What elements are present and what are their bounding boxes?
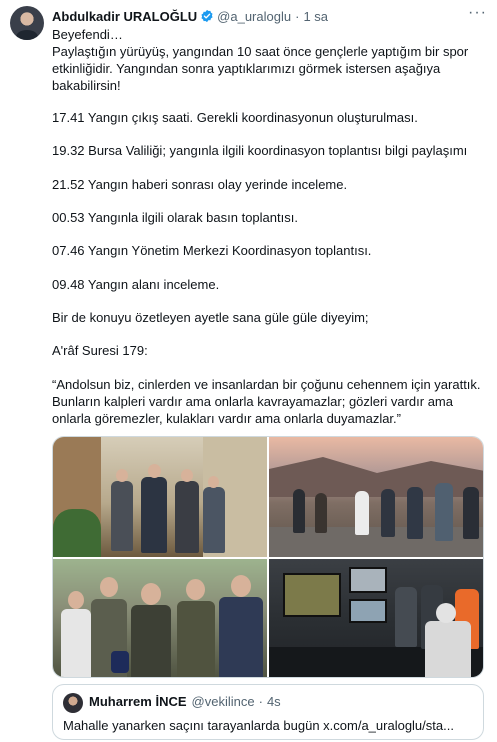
- quoted-tweet-header: [89, 694, 281, 709]
- photo-coordination-center[interactable]: [269, 559, 484, 678]
- quoted-author-name: Muharrem İNCE: [89, 694, 187, 709]
- quoted-author-handle: @vekilince: [191, 694, 255, 709]
- quoted-tweet-text: Mahalle yanarken saçını tarayanlarda bugün x.com/a_uraloglu/sta...: [63, 718, 454, 733]
- quoted-tweet[interactable]: [52, 684, 484, 740]
- tweet-header: [52, 6, 487, 26]
- author-avatar[interactable]: [10, 6, 44, 40]
- verified-badge-icon: [200, 9, 214, 23]
- photo-corridor-walk[interactable]: [53, 437, 267, 557]
- media-grid: [52, 436, 484, 678]
- tweet-paragraph-verse-ref: A'râf Suresi 179:: [52, 343, 148, 358]
- quoted-header-separator: ·: [258, 694, 263, 709]
- tweet-paragraph-timeline-1: 17.41 Yangın çıkış saati. Gerekli koordinasyonun oluşturulması.: [52, 110, 418, 125]
- quoted-tweet-timestamp: 4s: [266, 694, 281, 709]
- photo-fire-area-walk[interactable]: [269, 437, 484, 557]
- author-name[interactable]: Abdulkadir URALOĞLU: [52, 8, 198, 24]
- tweet-paragraph-timeline-4: 00.53 Yangınla ilgili olarak basın toplantısı.: [52, 210, 298, 225]
- tweet-paragraph-timeline-2: 19.32 Bursa Valiliği; yangınla ilgili koordinasyon toplantısı bilgi paylaşımı: [52, 143, 468, 158]
- quoted-author-avatar: [63, 693, 83, 713]
- tweet-paragraph-timeline-5: 07.46 Yangın Yönetim Merkezi Koordinasyon toplantısı.: [52, 243, 372, 258]
- author-handle[interactable]: @a_uraloglu: [217, 8, 292, 24]
- header-separator: ·: [295, 8, 300, 24]
- tweet-paragraph-farewell: Bir de konuyu özetleyen ayetle sana güle güle diyeyim;: [52, 310, 369, 325]
- tweet-paragraph-intro: Beyefendi… Paylaştığın yürüyüş, yangından 10 saat önce gençlerle yaptığım bir spor etkinliğidir. Yangından sonra yaptıklarımızı görmek istersen aşağıya bakabilirsin!: [52, 27, 469, 93]
- tweet-paragraph-verse: “Andolsun biz, cinlerden ve insanlardan bir çoğunu cehennem için yarattık. Bunların kalpleri vardır ama onlarla kavrayamazlar; gözleri vardır ama onlarla göremezler, kulakları vardır ama onlarla duyamazlar.”: [52, 377, 481, 426]
- tweet-paragraph-timeline-3: 21.52 Yangın haberi sonrası olay yerinde inceleme.: [52, 177, 348, 192]
- tweet-paragraph-timeline-6: 09.48 Yangın alanı inceleme.: [52, 277, 220, 292]
- more-options-icon[interactable]: ···: [468, 4, 487, 21]
- photo-press-conference[interactable]: [53, 559, 267, 678]
- tweet-timestamp[interactable]: 1 sa: [303, 8, 329, 24]
